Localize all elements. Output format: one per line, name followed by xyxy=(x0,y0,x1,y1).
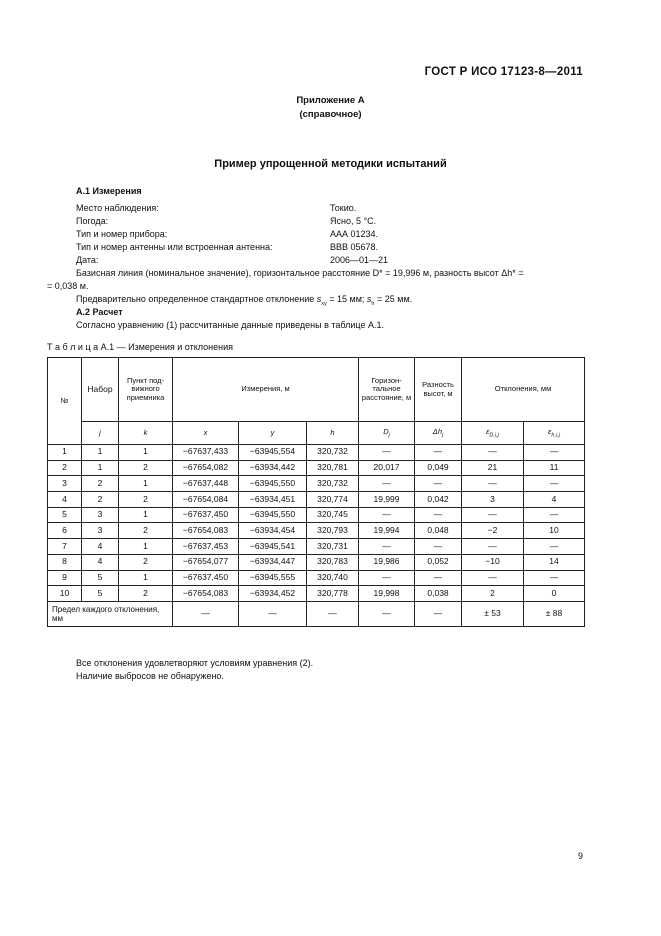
cell-dev-h: — xyxy=(524,570,585,586)
table-body xyxy=(48,445,585,602)
cell-rover-point: 1 xyxy=(119,570,173,586)
col-header-set: Набор xyxy=(82,358,119,422)
subheader-x: x xyxy=(173,422,239,445)
limit-value-x: — xyxy=(173,601,239,626)
cell-y: −63945,550 xyxy=(239,476,307,492)
cell-h: 320,731 xyxy=(307,539,359,555)
page-number: 9 xyxy=(577,851,583,861)
col-header-deviations: Отклонения, мм xyxy=(462,358,585,422)
cell-rover-point: 2 xyxy=(119,554,173,570)
cell-dev-h: 14 xyxy=(524,554,585,570)
measurements-table xyxy=(47,357,585,627)
cell-x: −67654,083 xyxy=(173,523,239,539)
cell-dev-D: 21 xyxy=(462,460,524,476)
table-row xyxy=(48,570,585,586)
baseline-text-continued: = 0,038 м. xyxy=(47,281,89,291)
cell-set: 5 xyxy=(82,570,119,586)
subheader-j: j xyxy=(82,422,119,445)
sh-subscript: h xyxy=(371,300,375,307)
cell-dev-h: — xyxy=(524,507,585,523)
field-value-weather: Ясно, 5 °С. xyxy=(330,216,377,226)
cell-dev-D: 3 xyxy=(462,492,524,508)
cell-dev-D: 2 xyxy=(462,586,524,602)
cell-dev-h: 4 xyxy=(524,492,585,508)
limit-value-y: — xyxy=(239,601,307,626)
cell-rover-point: 2 xyxy=(119,460,173,476)
cell-no: 7 xyxy=(48,539,82,555)
subheader-dh-symbol: Δh xyxy=(432,426,442,436)
subheader-y: y xyxy=(239,422,307,445)
subheader-eh xyxy=(524,422,585,445)
subheader-eD-symbol: ε xyxy=(486,426,490,436)
subheader-D xyxy=(359,422,415,445)
table-row xyxy=(48,539,585,555)
table-row xyxy=(48,554,585,570)
cell-height-diff: 0,038 xyxy=(415,586,462,602)
limit-value-eD: ± 53 xyxy=(462,601,524,626)
limit-value-eh: ± 88 xyxy=(524,601,585,626)
cell-dev-h: — xyxy=(524,476,585,492)
cell-no: 2 xyxy=(48,460,82,476)
cell-dev-D: — xyxy=(462,570,524,586)
cell-no: 9 xyxy=(48,570,82,586)
field-value-location: Токио. xyxy=(330,203,357,213)
cell-dev-D: — xyxy=(462,539,524,555)
cell-h: 320,732 xyxy=(307,476,359,492)
cell-height-diff: 0,042 xyxy=(415,492,462,508)
cell-h: 320,774 xyxy=(307,492,359,508)
subheader-dh xyxy=(415,422,462,445)
cell-y: −63945,541 xyxy=(239,539,307,555)
cell-h: 320,793 xyxy=(307,523,359,539)
cell-rover-point: 2 xyxy=(119,586,173,602)
cell-dev-h: — xyxy=(524,445,585,461)
cell-h: 320,732 xyxy=(307,445,359,461)
cell-dev-h: 11 xyxy=(524,460,585,476)
main-title: Пример упрощенной методики испытаний xyxy=(214,158,447,170)
cell-height-diff: — xyxy=(415,570,462,586)
subheader-eD xyxy=(462,422,524,445)
subheader-eD-subscript: D,i,j xyxy=(489,432,499,439)
sxy-symbol: s xyxy=(316,294,322,304)
cell-distance: 19,986 xyxy=(359,554,415,570)
cell-no: 6 xyxy=(48,523,82,539)
cell-h: 320,781 xyxy=(307,460,359,476)
cell-no: 1 xyxy=(48,445,82,461)
cell-set: 2 xyxy=(82,476,119,492)
cell-distance: — xyxy=(359,476,415,492)
cell-rover-point: 2 xyxy=(119,523,173,539)
cell-x: −67637,450 xyxy=(173,507,239,523)
cell-x: −67637,433 xyxy=(173,445,239,461)
field-label-instrument: Тип и номер прибора: xyxy=(76,229,168,239)
sxy-subscript: xy xyxy=(321,300,327,307)
cell-set: 1 xyxy=(82,460,119,476)
cell-height-diff: 0,048 xyxy=(415,523,462,539)
table-row xyxy=(48,476,585,492)
table-row xyxy=(48,492,585,508)
baseline-text: Базисная линия (номинальное значение), горизонтальное расстояние D* = 19,996 м, разность высот Δh* = xyxy=(76,268,524,278)
col-header-horizontal-distance: Горизон-тальное расстояние, м xyxy=(359,358,415,422)
subheader-dh-subscript: j xyxy=(442,432,444,439)
table-row xyxy=(48,460,585,476)
cell-rover-point: 1 xyxy=(119,507,173,523)
subheader-D-symbol: D xyxy=(383,426,389,436)
appendix-title: Приложение А xyxy=(296,95,365,106)
cell-y: −63934,442 xyxy=(239,460,307,476)
field-value-instrument: ААА 01234. xyxy=(330,229,379,239)
cell-distance: — xyxy=(359,570,415,586)
limit-label: Предел каждого отклонения, мм xyxy=(48,601,173,626)
cell-x: −67637,448 xyxy=(173,476,239,492)
cell-distance: 19,999 xyxy=(359,492,415,508)
sh-value: = 25 мм. xyxy=(374,294,413,304)
cell-distance: 20,017 xyxy=(359,460,415,476)
cell-x: −67654,083 xyxy=(173,586,239,602)
prelim-prefix: Предварительно определенное стандартное отклонение xyxy=(76,294,315,304)
cell-set: 4 xyxy=(82,539,119,555)
standard-code: ГОСТ Р ИСО 17123-8—2011 xyxy=(424,66,583,78)
cell-y: −63934,447 xyxy=(239,554,307,570)
section-2-heading: А.2 Расчет xyxy=(76,307,123,317)
cell-set: 4 xyxy=(82,554,119,570)
cell-height-diff: — xyxy=(415,476,462,492)
cell-distance: — xyxy=(359,507,415,523)
cell-height-diff: — xyxy=(415,539,462,555)
section-1-heading: А.1 Измерения xyxy=(76,186,142,196)
cell-y: −63934,454 xyxy=(239,523,307,539)
cell-set: 1 xyxy=(82,445,119,461)
cell-h: 320,745 xyxy=(307,507,359,523)
field-label-weather: Погода: xyxy=(76,216,109,226)
cell-height-diff: 0,052 xyxy=(415,554,462,570)
limit-value-h: — xyxy=(307,601,359,626)
cell-no: 4 xyxy=(48,492,82,508)
cell-dev-h: — xyxy=(524,539,585,555)
table-subheader-row xyxy=(48,422,585,445)
cell-x: −67654,077 xyxy=(173,554,239,570)
cell-rover-point: 1 xyxy=(119,476,173,492)
prelim-std-dev-text xyxy=(76,294,412,307)
subheader-h: h xyxy=(307,422,359,445)
cell-no: 10 xyxy=(48,586,82,602)
cell-rover-point: 1 xyxy=(119,445,173,461)
cell-dev-D: — xyxy=(462,445,524,461)
cell-h: 320,778 xyxy=(307,586,359,602)
table-row xyxy=(48,507,585,523)
cell-distance: — xyxy=(359,445,415,461)
field-value-antenna: ВВВ 05678. xyxy=(330,242,379,252)
cell-y: −63945,555 xyxy=(239,570,307,586)
table-header-row xyxy=(48,358,585,422)
cell-set: 5 xyxy=(82,586,119,602)
sh-symbol: s xyxy=(366,294,372,304)
cell-h: 320,783 xyxy=(307,554,359,570)
field-label-location: Место наблюдения: xyxy=(76,203,159,213)
cell-dev-h: 0 xyxy=(524,586,585,602)
cell-set: 2 xyxy=(82,492,119,508)
subheader-eh-symbol: ε xyxy=(548,426,552,436)
cell-x: −67654,082 xyxy=(173,460,239,476)
cell-distance: — xyxy=(359,539,415,555)
cell-y: −63934,452 xyxy=(239,586,307,602)
cell-x: −67654,084 xyxy=(173,492,239,508)
cell-set: 3 xyxy=(82,507,119,523)
cell-height-diff: — xyxy=(415,445,462,461)
table-caption: Т а б л и ц а А.1 — Измерения и отклонения xyxy=(47,342,233,352)
cell-distance: 19,994 xyxy=(359,523,415,539)
col-header-height-diff: Разность высот, м xyxy=(415,358,462,422)
cell-dev-D: — xyxy=(462,507,524,523)
limit-value-dh: — xyxy=(415,601,462,626)
appendix-subtitle: (справочное) xyxy=(299,109,362,120)
cell-dev-h: 10 xyxy=(524,523,585,539)
cell-set: 3 xyxy=(82,523,119,539)
cell-y: −63945,550 xyxy=(239,507,307,523)
cell-no: 8 xyxy=(48,554,82,570)
field-label-date: Дата: xyxy=(76,255,99,265)
col-header-no: № xyxy=(48,358,82,445)
cell-no: 3 xyxy=(48,476,82,492)
cell-dev-D: — xyxy=(462,476,524,492)
cell-height-diff: — xyxy=(415,507,462,523)
section-2-text: Согласно уравнению (1) рассчитанные данные приведены в таблице А.1. xyxy=(76,320,384,330)
cell-distance: 19,998 xyxy=(359,586,415,602)
table-row xyxy=(48,445,585,461)
limit-row xyxy=(48,601,585,626)
cell-dev-D: −2 xyxy=(462,523,524,539)
cell-rover-point: 2 xyxy=(119,492,173,508)
subheader-eh-subscript: h,i,j xyxy=(551,432,560,439)
subheader-k: k xyxy=(119,422,173,445)
table-row xyxy=(48,586,585,602)
cell-h: 320,740 xyxy=(307,570,359,586)
cell-height-diff: 0,049 xyxy=(415,460,462,476)
table-row xyxy=(48,523,585,539)
col-header-measurements: Измерения, м xyxy=(173,358,359,422)
conclusion-2: Наличие выбросов не обнаружено. xyxy=(76,671,224,681)
cell-x: −67637,453 xyxy=(173,539,239,555)
field-label-antenna: Тип и номер антенны или встроенная антенна: xyxy=(76,242,273,252)
limit-value-D: — xyxy=(359,601,415,626)
subheader-D-subscript: j xyxy=(388,432,390,439)
cell-x: −67637,450 xyxy=(173,570,239,586)
cell-y: −63934,451 xyxy=(239,492,307,508)
sxy-value: = 15 мм; xyxy=(326,294,365,304)
col-header-rover-point: Пункт под-вижного приемника xyxy=(119,358,173,422)
cell-dev-D: −10 xyxy=(462,554,524,570)
cell-rover-point: 1 xyxy=(119,539,173,555)
field-value-date: 2006—01—21 xyxy=(330,255,389,265)
cell-no: 5 xyxy=(48,507,82,523)
cell-y: −63945,554 xyxy=(239,445,307,461)
conclusion-1: Все отклонения удовлетворяют условиям уравнения (2). xyxy=(76,658,314,668)
